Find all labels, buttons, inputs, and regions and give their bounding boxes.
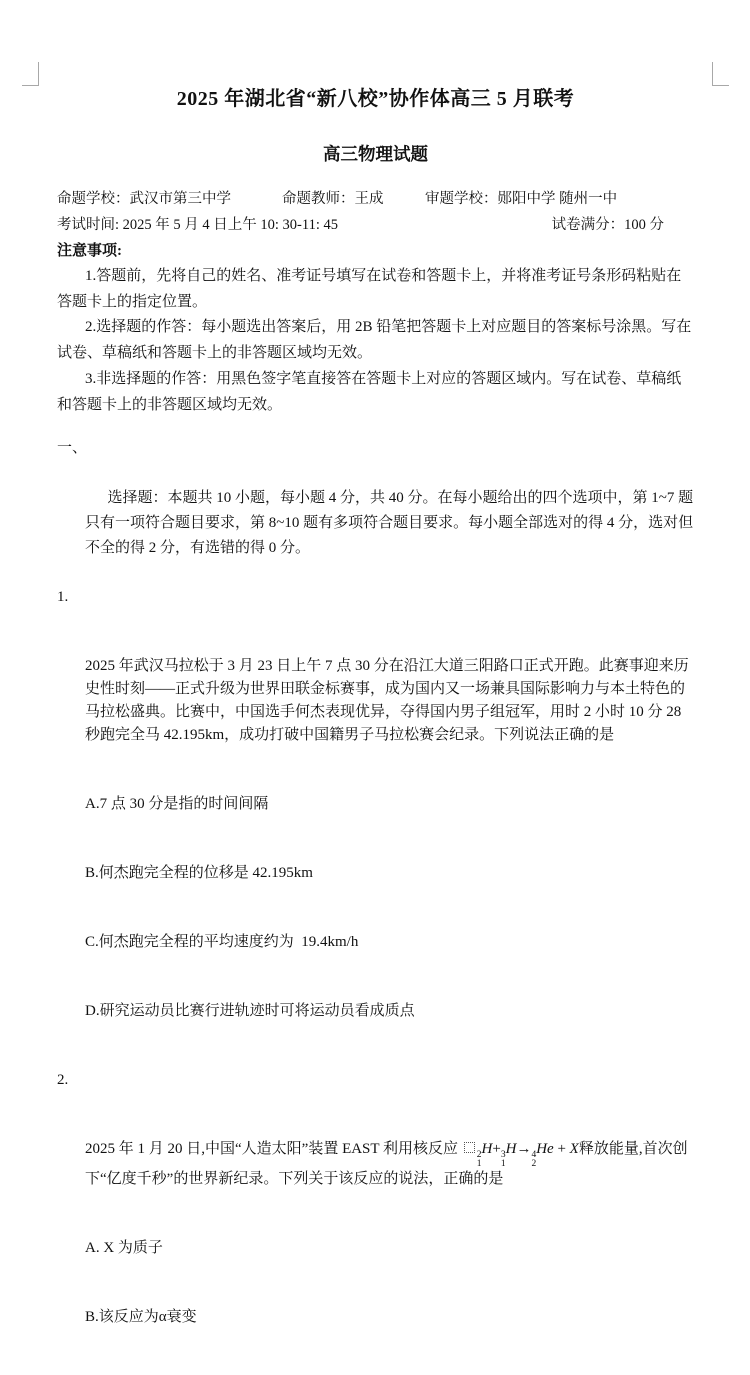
meta-row-schools	[57, 186, 694, 212]
question-2-stem-before: 2025 年 1 月 20 日,中国“人造太阳”装置 EAST 利用核反应	[85, 1141, 462, 1158]
nuclide-helium-scripts: 4 2	[531, 1150, 537, 1169]
question-1-option-d: D.研究运动员比赛行进轨迹时可将运动员看成质点	[85, 1003, 415, 1020]
nuclide-deuterium-symbol: H	[481, 1141, 493, 1158]
meta-row-time-score	[57, 212, 694, 238]
setter-teacher: 命题教师：王成	[282, 191, 384, 207]
question-2-option-b: B.该反应为α衰变	[85, 1309, 197, 1326]
reaction-arrow: →	[516, 1141, 532, 1158]
plus-sign-2: +	[553, 1141, 570, 1158]
question-2	[57, 1069, 694, 1375]
page-content	[57, 86, 694, 1375]
question-2-stem-after: 释放能量,首次创下“亿度千秒”的世界新纪录。下列关于该反应的说法，正确的是	[85, 1141, 688, 1188]
section-choice-header	[57, 436, 694, 586]
question-1-option-a: A.7 点 30 分是指的时间间隔	[85, 796, 269, 813]
nuclear-reaction-formula	[462, 1141, 579, 1169]
subject-title: 高三物理试题	[323, 144, 428, 164]
reviewer-school: 审题学校：郧阳中学 随州一中	[425, 191, 618, 207]
exam-title: 2025 年湖北省“新八校”协作体高三 5 月联考	[176, 88, 575, 110]
full-score: 试卷满分：100 分	[551, 217, 664, 233]
notice-heading: 注意事项:	[57, 243, 122, 259]
question-1-option-c: C.何杰跑完全程的平均速度约为 19.4km/h	[85, 934, 359, 951]
equation-placeholder-box	[464, 1142, 475, 1153]
question-1-number: 1.	[57, 589, 69, 606]
section-marker: 一、	[57, 440, 88, 457]
setter-school: 命题学校：武汉市第三中学	[57, 191, 231, 207]
exam-time: 考试时间: 2025 年 5 月 4 日上午 10: 30-11: 45	[57, 217, 339, 233]
nuclide-deuterium-scripts: 2 1	[476, 1150, 482, 1169]
question-2-number: 2.	[57, 1072, 69, 1089]
nuclide-tritium-symbol: H	[505, 1141, 517, 1158]
notice-item-3: 3.非选择题的作答：用黑色签字笔直接答在答题卡上对应的答题区域内。写在试卷、草稿纸和答题卡上的非答题区域均无效。	[57, 370, 682, 413]
notice-item-2: 2.选择题的作答：每小题选出答案后，用 2B 铅笔把答题卡上对应题目的答案标号涂黑。写在试卷、草稿纸和答题卡上的非答题区域均无效。	[57, 319, 692, 362]
particle-x-symbol: X	[569, 1141, 579, 1158]
crop-mark-left	[22, 62, 39, 86]
question-2-stem	[85, 1138, 694, 1191]
question-1	[57, 586, 694, 1069]
question-1-stem: 2025 年武汉马拉松于 3 月 23 日上午 7 点 30 分在沿江大道三阳路口正式开跑。此赛事迎来历史性时刻——正式升级为世界田联金标赛事，成为国内又一场兼具国际影响力与本土特色的马拉松盛典。比赛中，中国选手何杰表现优异，夺得国内男子组冠军，用时 2 小时 10 分 28 秒跑完全马 42.195km，成功打破中国籍男子马拉松赛会纪录。下列说法正确的是	[85, 658, 689, 744]
question-1-option-b: B.何杰跑完全程的位移是 42.195km	[85, 865, 313, 882]
notice-item-1: 1.答题前，先将自己的姓名、准考证号填写在试卷和答题卡上，并将准考证号条形码粘贴在答题卡上的指定位置。	[57, 268, 682, 310]
crop-mark-right	[712, 62, 729, 86]
section-instructions: 选择题：本题共 10 小题，每小题 4 分，共 40 分。在每小题给出的四个选项中，第 1~7 题只有一项符合题目要求，第 8~10 题有多项符合题目要求。每小题全部选对的得 4 分，选对但不全的得 2 分，有选错的得 0 分。	[85, 490, 694, 557]
plus-sign: +	[492, 1141, 501, 1158]
question-2-option-a: A. X 为质子	[85, 1240, 163, 1257]
nuclide-helium-symbol: He	[536, 1141, 554, 1158]
nuclide-tritium-scripts: 3 1	[500, 1150, 506, 1169]
